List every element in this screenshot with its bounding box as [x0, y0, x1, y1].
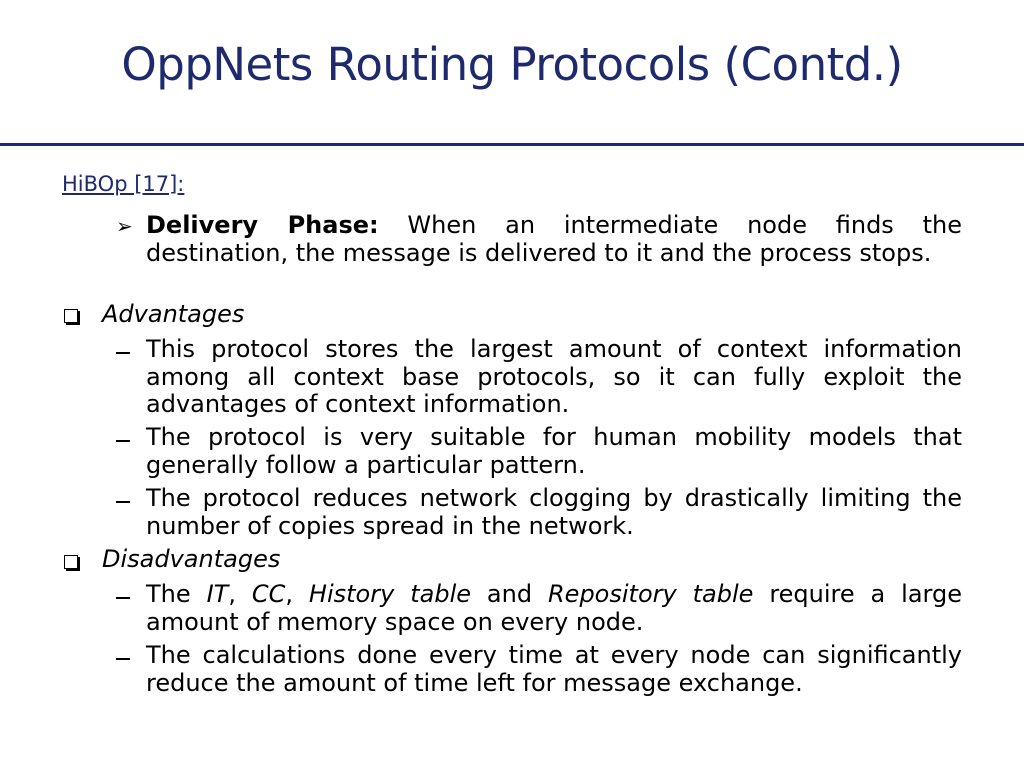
advantage-item: The protocol reduces network clogging by drastically limiting the number of copies spread in the network. [146, 484, 962, 540]
delivery-phase-text: When an intermediate node finds the destination, the message is delivered to it and the process stops. [146, 211, 962, 267]
section-label: HiBOp [17]: [62, 172, 185, 196]
advantages-heading: Advantages [102, 300, 245, 328]
advantage-item: This protocol stores the largest amount of context information among all context base protocols, so it can fully exploit the advantages of context information. [146, 335, 962, 418]
checkbox-bullet-icon [64, 555, 78, 569]
checkbox-bullet-icon [64, 309, 78, 323]
disadvantages-heading: Disadvantages [102, 545, 281, 573]
disadvantage-item: The calculations done every time at every node can significantly reduce the amount of time left for message exchange. [146, 641, 962, 697]
dash-bullet-icon [116, 440, 130, 442]
delivery-phase-paragraph [146, 212, 962, 267]
disadvantage-item: The IT, CC, History table and Repository table require a large amount of memory space on every node. [146, 580, 963, 636]
dash-bullet-icon [116, 501, 130, 503]
dash-bullet-icon [116, 658, 130, 660]
dash-bullet-icon [116, 597, 130, 599]
arrow-bullet-icon: ➢ [116, 214, 133, 238]
title-divider [0, 143, 1024, 146]
page-title: OppNets Routing Protocols (Contd.) [121, 38, 903, 91]
delivery-phase-term: Delivery Phase [146, 211, 370, 239]
advantage-item: The protocol is very suitable for human mobility models that generally follow a particular pattern. [146, 423, 962, 479]
dash-bullet-icon [116, 352, 130, 354]
delivery-phase-colon: : [369, 211, 379, 239]
